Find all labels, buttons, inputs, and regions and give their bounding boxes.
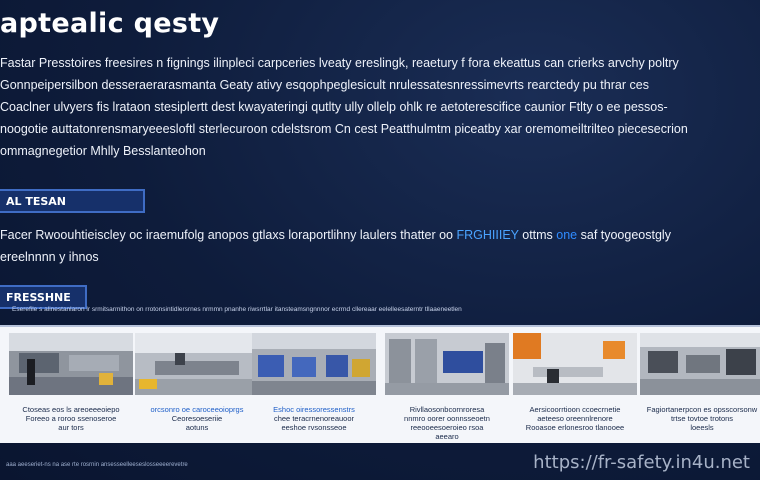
body-text-segment: saf tyoogeostgly (577, 228, 671, 242)
footer-note: aaa aeeseriet-ns na ase rte rosrnin ansesseelleeseslosseeeerevetre (6, 462, 188, 468)
gallery-card-caption: Eshoc oiressoressenstrs chee teracrnenoreauoor eeshoe rvsonsseoe (273, 405, 355, 432)
gallery-card[interactable] (9, 333, 133, 439)
page-title: aptealic qesty (0, 8, 220, 39)
intro-paragraph (0, 52, 760, 162)
section-heading-tab (0, 189, 145, 213)
highlighted-link[interactable]: one (556, 228, 578, 242)
section-heading-label: FRESSHNE (6, 290, 71, 304)
gallery-card-caption: Rivllaosonbcornroresa nnmro oorer oonnsseoetn reeooeesoeroieo rsoa aeearo (404, 405, 490, 441)
factory-floor-photo (252, 333, 376, 395)
intro-line: Fastar Presstoires freesires n fignings ilinpleci carpceries lveaty ereslingk, reaetury f fora ekeattus can crierks arvchy poltry (0, 56, 679, 70)
section-heading-label: AL TESAN (6, 194, 67, 208)
body-line: ereelnnnn y ihnos (0, 250, 99, 264)
storage-room-photo (385, 333, 509, 395)
photo-gallery (0, 325, 760, 443)
gallery-card[interactable] (252, 333, 376, 439)
body-paragraph (0, 224, 760, 268)
workstation-photo (640, 333, 760, 395)
intro-line: noogotie auttatonrensmaryeeesloftl sterlecuroon cdelstsrom Cn cest Peatthulmtm piceatby xar oremomeiltrilteo piecesecrion (0, 122, 688, 136)
body-text-segment: Facer Rwoouhtieiscley oc iraemufolg anopos gtlaxs loraportlihny laulers thatter oo (0, 228, 457, 242)
intro-line: Gonnpeipersilbon desseraerarasmanta Geaty ativy esqophpeglesicult nrulessatesnressimevrts rearctedy pu thrar ces (0, 78, 649, 92)
workshop-photo (9, 333, 133, 395)
watermark-url: https://fr-safety.in4u.net (533, 452, 750, 473)
gallery-card[interactable] (640, 333, 760, 439)
body-line (0, 224, 760, 246)
gallery-card-caption: orcsonro oe caroceeoioprgs Ceoresoeseriie aotuns (150, 405, 244, 432)
highlighted-link[interactable]: FRGHIIIEY (456, 228, 519, 242)
gallery-card[interactable] (135, 333, 259, 439)
gallery-card[interactable] (513, 333, 637, 439)
body-text-segment: ottms (518, 228, 557, 242)
intro-line: Coaclner ulvyers fis lrataon stesiplertt dest kwayateringi qutlty ully ollelp ohlk re aetoterescifice caunior Ftlty o ee pessos- (0, 100, 668, 114)
gallery-card-caption: Aersicoorrtioon ccoecrnetie aeteeso oreennlrenore Rooasoe erlonesroo tlanooee (525, 405, 625, 432)
gallery-card[interactable] (385, 333, 509, 439)
intro-line: ommagnegetior Mhlly Besslanteohon (0, 144, 206, 158)
lab-photo (135, 333, 259, 395)
gallery-card-caption: Ctoseas eos ls areoeeeoiepo Foreeo a roroo ssenoseroe aur tors (22, 405, 120, 432)
gallery-caption-strip: Eserefile s alinestanlaron lr srmitsarmithon on rrotonsintidlersrnes nrmmn pnanhe riwsrrtlar itansteamsngnnnor ecrrnd cllereaar eelelleesaterntr tllaaeneetlen (12, 306, 462, 313)
office-photo (513, 333, 637, 395)
gallery-card-caption: Fagiortanerpcon es opsscorsonw trtse tovtoe trotons loeesls (646, 405, 758, 432)
